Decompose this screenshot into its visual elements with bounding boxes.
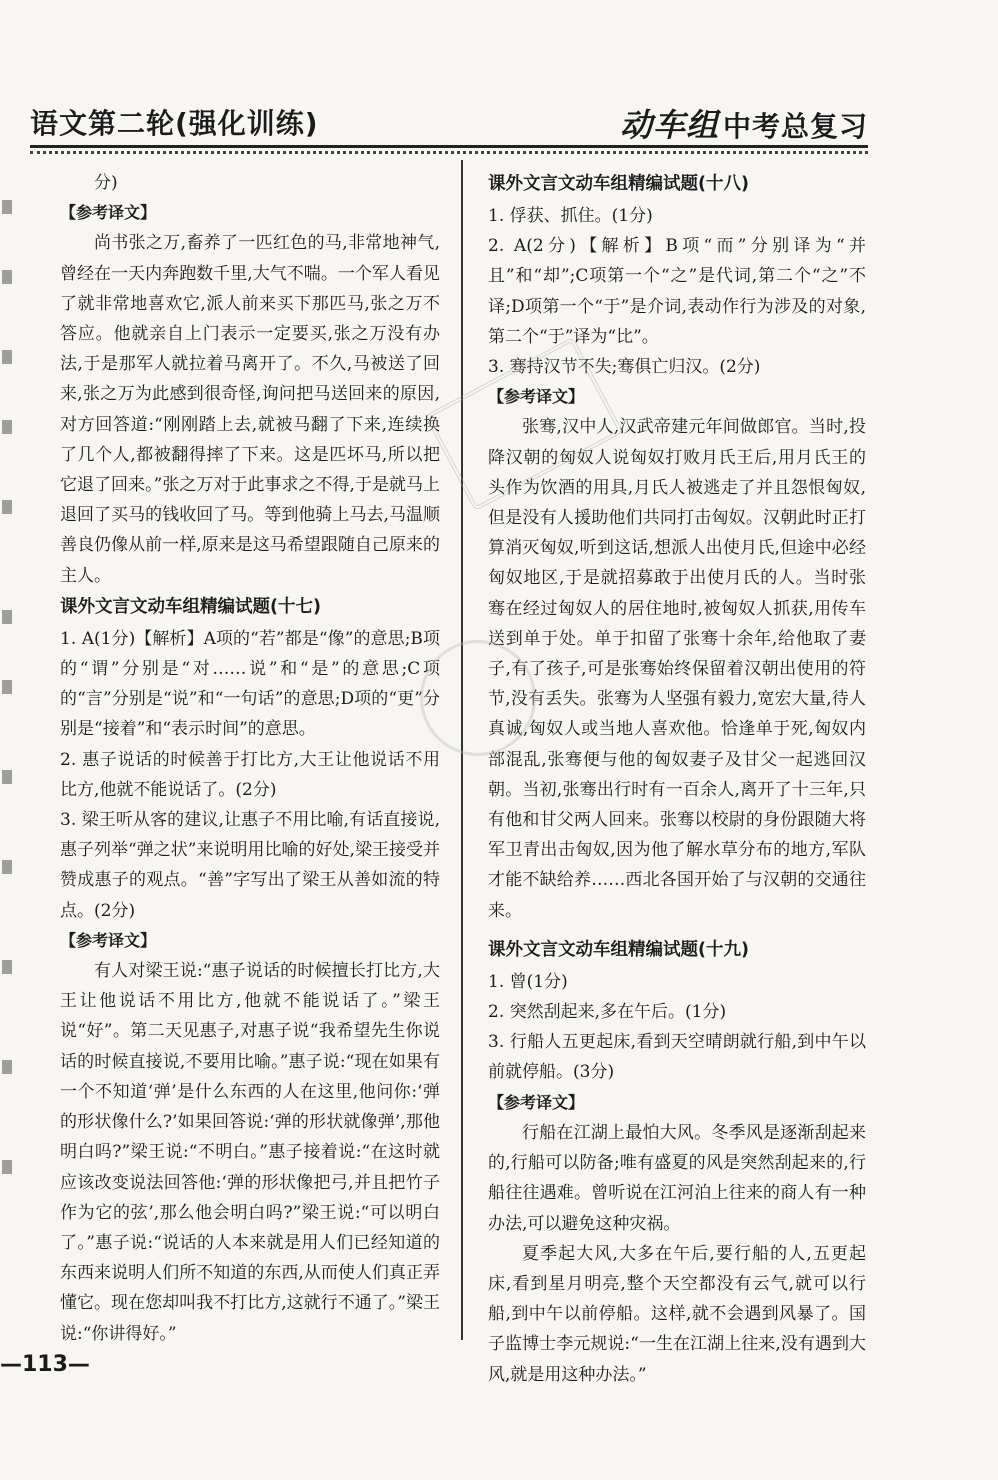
left-column [60, 168, 440, 1349]
series-title [620, 100, 868, 146]
continued-line: 分) [94, 173, 118, 193]
brand-logo: 动车组 [619, 106, 719, 144]
section-title-18: 课外文言文动车组精编试题(十八) [488, 174, 749, 194]
translation-text: 张骞,汉中人,汉武帝建元年间做郎官。当时,投降汉朝的匈奴人说匈奴打败月氏王后,用月氏王的头作为饮酒的用具,月氏人被逃走了并且怨恨匈奴,但是没有人援助他们共同打击匈奴。汉朝此时正打算消灭匈奴,听到这话,想派人出使月氏,但途中必经匈奴地区,于是就招募敢于出使月氏的人。当时张骞在经过匈奴人的居住地时,被匈奴人抓获,用传车送到单于处。单于扣留了张骞十余年,给他取了妻子,有了孩子,可是张骞始终保留着汉朝出使用的符节,没有丢失。张骞为人坚强有毅力,宽宏大量,待人真诚,匈奴人或当地人喜欢他。恰逢单于死,匈奴内部混乱,张骞便与他的匈奴妻子及甘父一起逃回汉朝。当初,张骞出行时有一百余人,离开了十三年,只有他和甘父两人回来。张骞以校尉的身份跟随大将军卫青出击匈奴,因为他了解水草分布的地方,军队才能不缺给养……西北各国开始了与汉朝的交通往来。 [488, 417, 866, 921]
translation-tag: 【参考译文】 [488, 1092, 585, 1112]
answer-3: 3. 梁王听从客的建议,让惠子不用比喻,有话直接说,惠子列举“弹之状”来说明用比喻的好处,梁王接受并赞成惠子的观点。“善”字写出了梁王从善如流的特点。(2分) [60, 810, 440, 921]
translation-tag: 【参考译文】 [60, 203, 157, 223]
answer-2: 2. 突然刮起来,多在午后。(1分) [488, 1002, 727, 1023]
header-dotted-rule [30, 151, 868, 154]
answer-3: 3. 行船人五更起床,看到天空晴朗就行船,到中午以前就停船。(3分) [488, 1032, 866, 1083]
page-header [30, 96, 868, 142]
series-subtitle: 中考总复习 [722, 110, 868, 143]
answer-2: 2. A(2分)【解析】B项“而”分别译为“并且”和“却”;C项第一个“之”是代词,第二个“之”不译;D项第一个“于”是介词,表动作行为涉及的对象,第二个“于”译为“比”。 [488, 236, 866, 347]
answer-1: 1. 曾(1分) [488, 971, 568, 992]
translation-text: 夏季起大风,大多在午后,要行船的人,五更起床,看到星月明亮,整个天空都没有云气,就可以行船,到中午以前停船。这样,就不会遇到风暴了。国子监博士李元规说:“一生在江湖上往来,没有遇到大风,就是用这种办法。” [488, 1243, 866, 1385]
answer-2: 2. 惠子说话的时候善于打比方,大王让他说话不用比方,他就不能说话了。(2分) [60, 749, 440, 800]
book-title: 语文第二轮(强化训练) [30, 107, 319, 140]
translation-text: 尚书张之万,畜养了一匹红色的马,非常地神气,曾经在一天内奔跑数千里,大气不喘。一个军人看见了就非常地喜欢它,派人前来买下那匹马,张之万不答应。他就亲自上门表示一定要买,张之万没有办法,于是那军人就拉着马离开了。不久,马被送了回来,张之万为此感到很奇怪,询问把马送回来的原因,对方回答道:“刚刚踏上去,就被马翻了下来,连续换了几个人,都被翻得摔了下来。这是匹坏马,所以把它退了回来。”张之万对于此事求之不得,于是就马上退回了买马的钱收回了马。等到他骑上马去,马温顺善良仍像从前一样,原来是这马希望跟随自己原来的主人。 [60, 233, 440, 586]
seal-watermark [420, 640, 536, 756]
binding-edge [0, 160, 18, 1360]
page-number: —113— [0, 1352, 90, 1377]
answer-1: 1. A(1分)【解析】A项的“若”都是“像”的意思;B项的“谓”分别是“对……说”和“是”的意思;C项的“言”分别是“说”和“一句话”的意思;D项的“更”分别是“接着”和“表示时间”的意思。 [60, 628, 440, 740]
answer-3: 3. 骞持汉节不失;骞俱亡归汉。(2分) [488, 357, 761, 378]
answer-1: 1. 俘获、抓住。(1分) [488, 206, 653, 226]
translation-text: 行船在江湖上最怕大风。冬季风是逐渐刮起来的,行船可以防备;唯有盛夏的风是突然刮起来的,行船往往遇难。曾听说在江河泊上往来的商人有一种办法,可以避免这种灾祸。 [488, 1122, 866, 1234]
section-title-19: 课外文言文动车组精编试题(十九) [488, 939, 749, 960]
translation-text: 有人对梁王说:“惠子说话的时候擅长打比方,大王让他说话不用比方,他就不能说话了。”梁王说“好”。第二天见惠子,对惠子说“我希望先生你说话的时候直接说,不要用比喻。”惠子说:“现在如果有一个不知道‘弹’是什么东西的人在这里,他问你:‘弹的形状像什么?’如果回答说:‘弹的形状就像弹’,那他明白吗?”梁王说:“不明白。”惠子接着说:“在这时就应该改变说法回答他:‘弹的形状像把弓,并且把竹子作为它的弦’,那么他会明白吗?”梁王说:“可以明白了。”惠子说:“说话的人本来就是用人们已经知道的东西来说明人们所不知道的东西,从而使人们真正弄懂它。现在您却叫我不打比方,这就行不通了。”梁王说:“你讲得好。” [60, 961, 440, 1344]
translation-tag: 【参考译文】 [60, 930, 157, 950]
translation-tag: 【参考译文】 [488, 387, 585, 407]
header-rule [30, 145, 868, 148]
section-title-17: 课外文言文动车组精编试题(十七) [60, 596, 321, 617]
